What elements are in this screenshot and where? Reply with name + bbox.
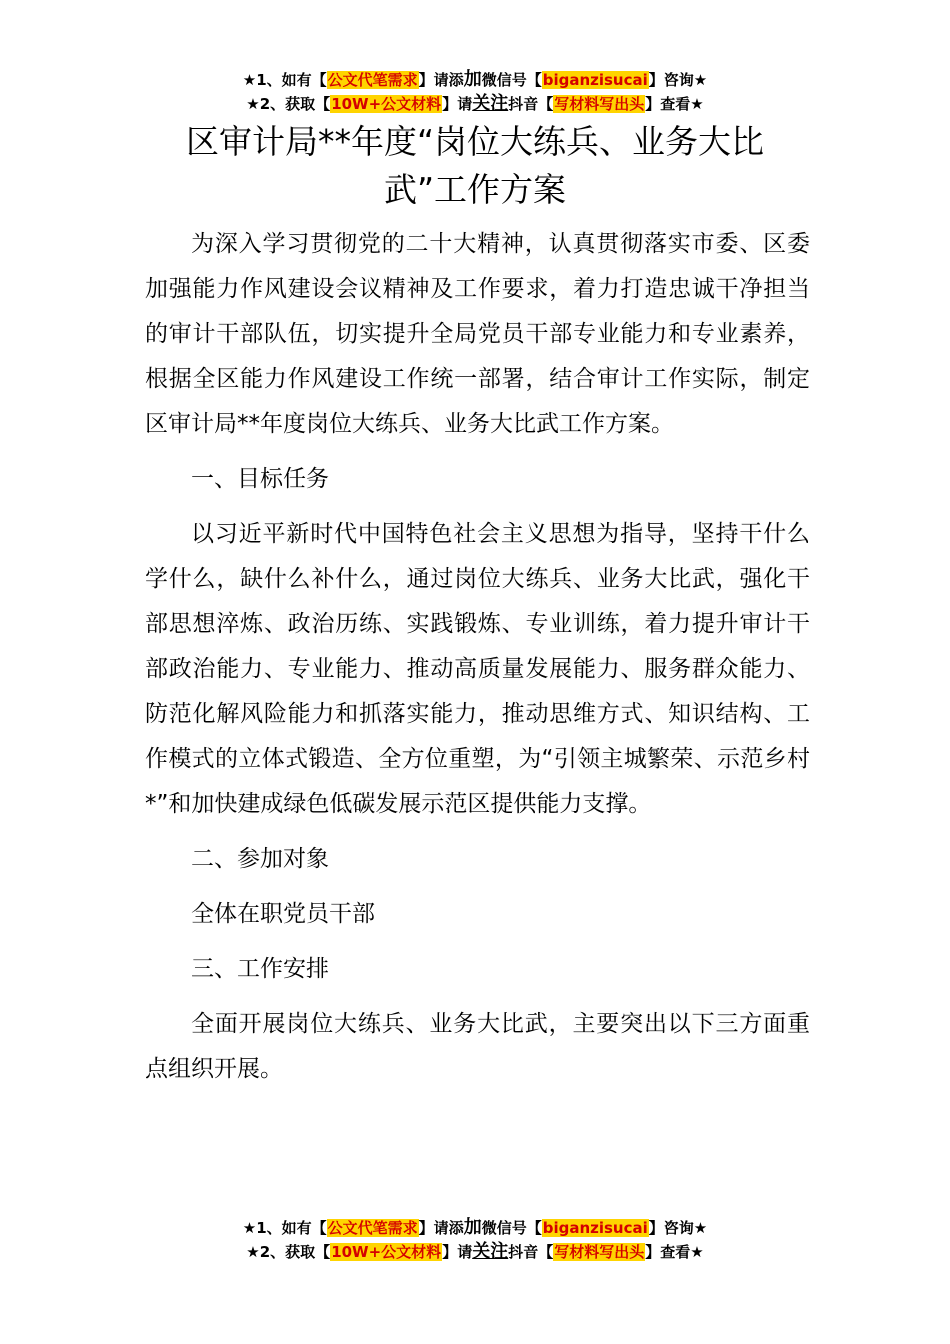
promo-text: 】请添	[418, 71, 464, 89]
promo-text: 抖音【	[508, 95, 554, 113]
promo-text: ★1、如有【	[242, 71, 327, 89]
promo-highlight: biganzisucai	[542, 1219, 648, 1237]
section-heading-arrangement: 三、工作安排	[191, 956, 329, 982]
promo-text: 】请添	[418, 1219, 464, 1237]
promo-text: ★1、如有【	[242, 1219, 327, 1237]
promo-highlight: 写材料写出头	[554, 1243, 645, 1261]
promo-highlight: 公文代笔需求	[327, 1219, 418, 1237]
promo-line-1	[0, 68, 950, 92]
section-heading-participants: 二、参加对象	[191, 846, 329, 872]
promo-highlight: 10W+公文材料	[331, 95, 442, 113]
promo-text: 加	[463, 69, 482, 90]
promo-text: 】请	[442, 95, 473, 113]
paragraph-intro: 为深入学习贯彻党的二十大精神，认真贯彻落实市委、区委加强能力作风建设会议精神及工作要求，着力打造忠诚干净担当的审计干部队伍，切实提升全局党员干部专业能力和专业素养，根据全区能力作风建设工作统一部署，结合审计工作实际，制定区审计局**年度岗位大练兵、业务大比武工作方案。	[145, 231, 810, 437]
promo-text: 】咨询★	[648, 1219, 708, 1237]
paragraph-goals: 以习近平新时代中国特色社会主义思想为指导，坚持干什么学什么，缺什么补什么，通过岗位大练兵、业务大比武，强化干部思想淬炼、政治历练、实践锻炼、专业训练，着力提升审计干部政治能力、专业能力、推动高质量发展能力、服务群众能力、防范化解风险能力和抓落实能力，推动思维方式、知识结构、工作模式的立体式锻造、全方位重塑，为“引领主城繁荣、示范乡村*”和加快建成绿色低碳发展示范区提供能力支撑。	[145, 521, 810, 817]
promo-text: 】查看★	[645, 1243, 704, 1261]
promo-line-2	[0, 92, 950, 116]
promo-banner-top	[0, 68, 950, 116]
promo-text: 】咨询★	[648, 71, 708, 89]
paragraph-participants: 全体在职党员干部	[191, 901, 375, 927]
document-title: 区审计局**年度“岗位大练兵、业务大比武”工作方案	[185, 122, 765, 209]
promo-text: 加	[463, 1217, 482, 1238]
document-body	[145, 222, 810, 1092]
paragraph-arrangement: 全面开展岗位大练兵、业务大比武，主要突出以下三方面重点组织开展。	[145, 1011, 810, 1082]
promo-banner-bottom	[0, 1216, 950, 1264]
promo-text: 关注	[472, 93, 509, 114]
promo-text: 关注	[472, 1241, 509, 1262]
promo-text: 微信号【	[481, 71, 542, 89]
promo-text: ★2、获取【	[246, 95, 331, 113]
promo-highlight: 公文代笔需求	[327, 71, 418, 89]
promo-text: 抖音【	[508, 1243, 554, 1261]
section-heading-goals: 一、目标任务	[191, 466, 329, 492]
promo-text: 微信号【	[481, 1219, 542, 1237]
promo-text: 】查看★	[645, 95, 704, 113]
promo-text: 】请	[442, 1243, 473, 1261]
promo-line-2	[0, 1240, 950, 1264]
promo-highlight: biganzisucai	[542, 71, 648, 89]
promo-highlight: 10W+公文材料	[331, 1243, 442, 1261]
promo-highlight: 写材料写出头	[554, 95, 645, 113]
promo-text: ★2、获取【	[246, 1243, 331, 1261]
promo-line-1	[0, 1216, 950, 1240]
